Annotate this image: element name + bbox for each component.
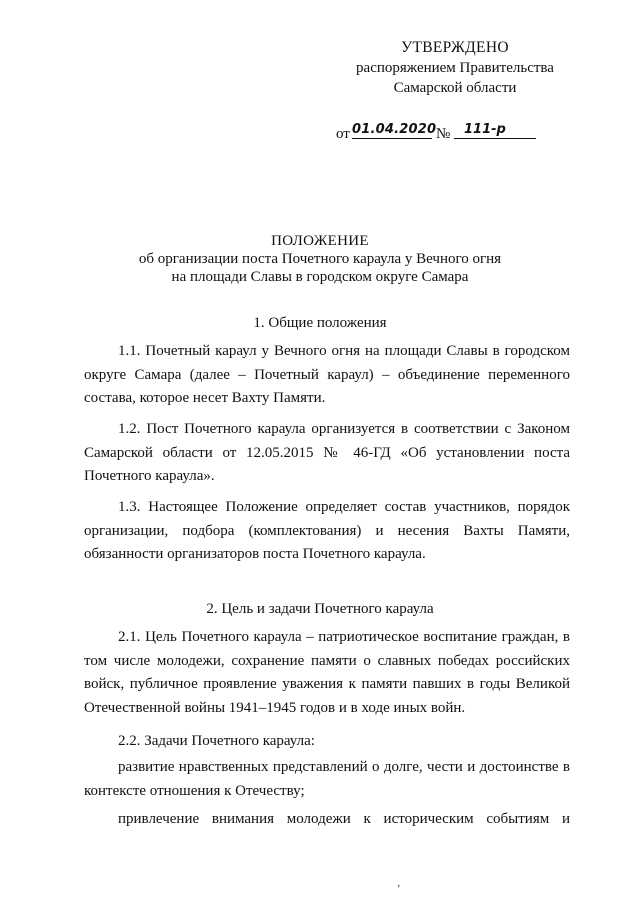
approval-line-2: Самарской области xyxy=(393,80,517,96)
handwritten-number: 111-р xyxy=(454,122,536,139)
document-subtitle-line-1: об организации поста Почетного караула у Вечного огня xyxy=(138,251,502,267)
section-1-heading: 1. Общие положения xyxy=(253,315,387,331)
approval-line-1: распоряжением Правительства xyxy=(356,60,554,76)
handwritten-date: 01.04.2020 xyxy=(352,122,437,137)
paragraph-1-3: 1.3. Настоящее Положение определяет состав участников, порядок организации, подбора (комплектования) и несения Вахты Памяти, обязанности организаторов поста Почетного караула. xyxy=(84,499,570,562)
section-2-heading: 2. Цель и задачи Почетного караула xyxy=(206,601,434,617)
document-title-block xyxy=(0,232,640,286)
paragraph-2-2-item-1: развитие нравственных представлений о долге, чести и достоинстве в контексте отношения к Отечеству; xyxy=(84,759,570,799)
paragraph-1-1: 1.1. Почетный караул у Вечного огня на площади Славы в городском округе Самара (далее – Почетный караул) – объединение переменного состава, которое несет Вахту Памяти. xyxy=(84,343,570,406)
paragraph-1-2: 1.2. Пост Почетного караула организуется в соответствии с Законом Самарской области от 12.05.2015 № 46-ГД «Об установлении поста Почетного караула». xyxy=(84,421,570,484)
paragraph-2-2: 2.2. Задачи Почетного караула: xyxy=(118,733,315,749)
approval-stamp-block xyxy=(340,38,570,98)
approved-label: УТВЕРЖДЕНО xyxy=(401,39,509,56)
document-subtitle-line-2: на площади Славы в городском округе Самара xyxy=(171,269,469,285)
paragraph-2-2-item-2: привлечение внимания молодежи к историческим событиям и xyxy=(118,811,570,827)
number-sign: № xyxy=(436,126,451,142)
order-dateline xyxy=(336,124,546,146)
paragraph-2-1: 2.1. Цель Почетного караула – патриотическое воспитание граждан, в том числе молодежи, сохранение памяти о славных победах российских войск, публичное проявление уважения к памяти павших в годы Великой Отечественной войны 1941–1945 годов и в ходе иных войн. xyxy=(84,629,570,716)
scan-mark: ’ xyxy=(397,884,401,895)
document-title: ПОЛОЖЕНИЕ xyxy=(271,233,369,249)
date-prefix: от xyxy=(336,126,350,142)
